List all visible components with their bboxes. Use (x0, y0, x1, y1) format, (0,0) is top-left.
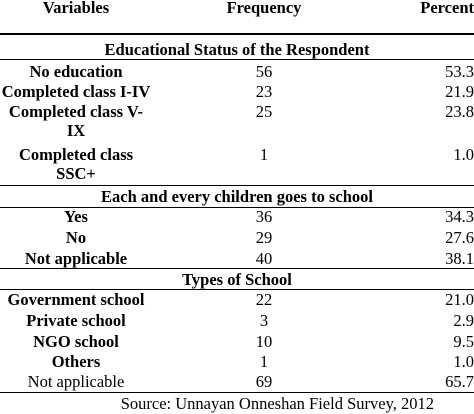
row-percent: 9.5 (453, 332, 474, 351)
source-note: Source: Unnayan Onneshan Field Survey, 2012 (120, 394, 434, 413)
row-label: NGO school (33, 332, 119, 351)
column-header-variables: Variables (42, 0, 110, 17)
row-label: Not applicable (27, 372, 125, 391)
row-frequency: 69 (255, 372, 273, 391)
row-label: Not applicable (24, 249, 128, 268)
section-title-types-of-school: Types of School (182, 270, 292, 289)
row-percent: 53.3 (445, 62, 474, 81)
section-rule (0, 268, 474, 269)
row-label: Others (51, 352, 101, 371)
row-label: Private school (26, 311, 126, 330)
row-label-line1: Completed class V- (8, 102, 144, 121)
row-frequency: 10 (255, 332, 273, 351)
row-label: No (65, 228, 87, 247)
column-header-percent: Percent (420, 0, 474, 17)
row-frequency: 29 (255, 228, 273, 247)
row-percent: 21.9 (445, 82, 474, 101)
section-rule (0, 185, 474, 186)
row-label: Government school (7, 290, 145, 309)
row-frequency: 40 (255, 249, 273, 268)
row-percent: 1.0 (453, 352, 474, 371)
row-label: Completed class I-IV (1, 82, 151, 101)
row-percent: 34.3 (445, 207, 474, 226)
row-frequency: 22 (255, 290, 273, 309)
row-percent: 1.0 (453, 145, 474, 164)
row-label-line2: SSC+ (56, 164, 96, 183)
row-percent: 65.7 (445, 372, 474, 391)
row-frequency: 1 (259, 145, 269, 164)
row-label-line1: Completed class (18, 145, 134, 164)
section-rule (0, 59, 474, 60)
row-label-line2: IX (66, 121, 86, 140)
row-percent: 21.0 (445, 290, 474, 309)
row-frequency: 36 (255, 207, 273, 226)
row-percent: 27.6 (445, 228, 474, 247)
row-frequency: 25 (255, 102, 273, 121)
section-title-education: Educational Status of the Respondent (104, 40, 370, 59)
row-frequency: 23 (255, 82, 273, 101)
row-frequency: 1 (259, 352, 269, 371)
row-label: Yes (64, 207, 88, 226)
row-percent: 2.9 (453, 311, 474, 330)
section-title-children-school: Each and every children goes to school (101, 187, 373, 206)
row-frequency: 3 (259, 311, 269, 330)
row-frequency: 56 (255, 62, 273, 81)
table-bottom-rule (0, 392, 474, 393)
row-label: No education (29, 62, 123, 81)
row-percent: 23.8 (445, 102, 474, 121)
row-percent: 38.1 (445, 249, 474, 268)
header-rule (0, 33, 474, 35)
column-header-frequency: Frequency (226, 0, 302, 17)
